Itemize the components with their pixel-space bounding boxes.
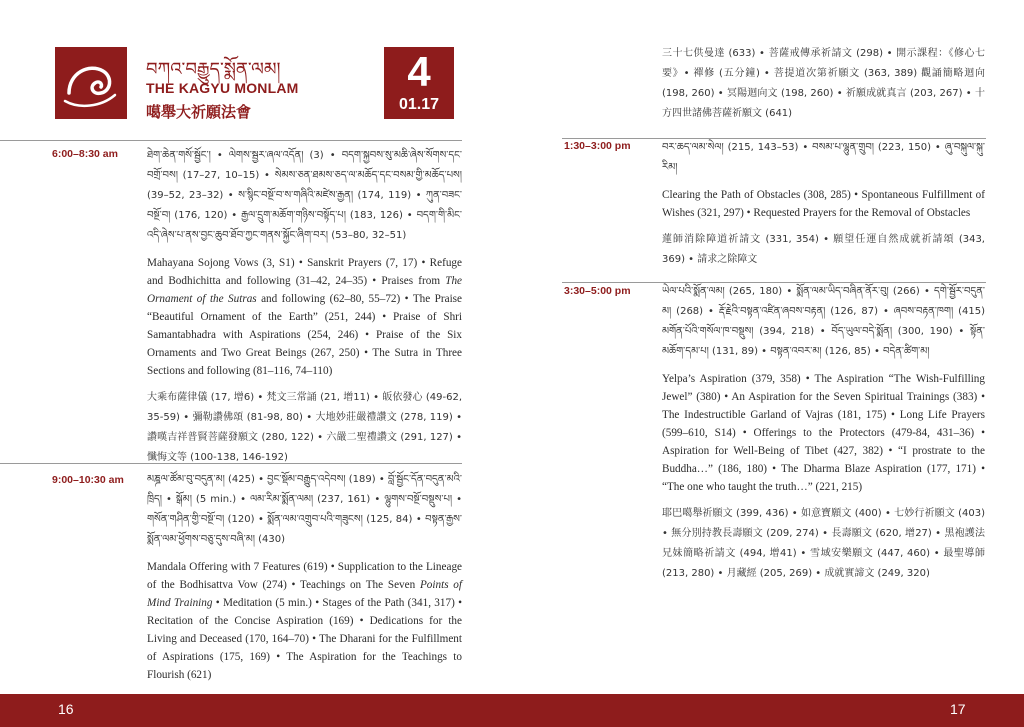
session-tibetan: བར་ཆད་ལམ་སེལ། (215, 143–53) • བསམ་པ་ལྷུན་གྲུབ། (223, 150) • ཞུ་བསྐུལ་སྐུ་རིམ། [662, 142, 985, 173]
session-block [147, 146, 462, 476]
continued-block [662, 44, 985, 132]
session-tibetan: ཡེལ་པའི་སྨོན་ལམ། (265, 180) • སྨོན་ལམ་ཡིད་བཞིན་ནོར་བུ། (266) • དགེ་སྦྱོར་བདུན་མ། (268) • རྡོ་རྗེའི་བསྟན་འཛིན་ཞབས་བརྟན། (126, 87) • ཞབས་བརྟན་ཁག། (415) མགོན་པོའི་གསོལ་ཁ་བསྡུས། (394, 218) • བོད་ཡུལ་བདེ་སྨོན། (300, 190) • སྟོན་མཆོག་དམ་པ། (131, 89) • བསྟན་འབར་མ། (126, 85) • བདེན་ཚིག་མ། [662, 286, 985, 357]
day-date-badge [384, 47, 454, 119]
right-page [512, 0, 1024, 727]
session-tibetan: མཎྜལ་ཚོམ་བུ་བདུན་མ། (425) • བྱང་སྡོམ་བརྒྱུད་འདེབས། (189) • བློ་སྦྱོང་དོན་བདུན་མའི་ཁྲིད། • སྒོམ། (5 min.) • ལམ་རིམ་སྨོན་ལམ། (237, 161) • ལྷུགས་བསྔོ་བསྡུས་པ། • གསོན་གཤིན་གྱི་བསྔོ་བ། (120) • སྨོན་ལམ་འགྲུབ་པའི་གཟུངས། (125, 84) • བསྟན་རྒྱས་སྨོན་ལམ་ཕྱོགས་བཅུ་དུས་བཞི་མ། (430) [147, 474, 462, 545]
session-english: Yelpa’s Aspiration (379, 358) • The Aspiration “The Wish-Fulfilling Jewel” (380) • An Aspiration for the Seven Spiritual Trainings (383) • The Indestructible Garland of Vajras (181, 175) • Long Life Prayers (599–610, S14) • Offerings to the Protectors (479-84, 431–36) • Aspiration for Well-Being of Tibet (427, 382) • “I prostrate to the Buddha…” (186, 180) • The Dharma Blaze Aspiration (177, 171) • “The one who taught the truth…” (221, 215) [662, 373, 985, 493]
session-chinese: 蓮師消除障道祈請文 (331, 354) • 願望任運自然成就祈請頌 (343, 369) • 請求之除障文 [662, 234, 985, 265]
swirl-logo-icon [55, 47, 127, 119]
session-block [662, 282, 985, 592]
session-english: Clearing the Path of Obstacles (308, 285) • Spontaneous Fulfillment of Wishes (321, 297) • Requested Prayers for the Removal of Obstacles [662, 189, 985, 219]
header-divider [0, 140, 462, 141]
session-time: 6:00–8:30 am [52, 148, 118, 160]
continued-chinese: 三十七供曼達 (633) • 菩薩戒傳承祈請文 (298) • 開示課程：《修心七要》• 禪修 (五分鐘) • 菩提道次第祈願文 (363, 389) 觀誦簡略迴向 (198, 260) • 冥陽迴向文 (198, 260) • 祈願成就真言 (203, 267) • 十方四世諸佛菩薩祈願文 (641) [662, 48, 985, 119]
session-time: 1:30–3:00 pm [564, 140, 631, 152]
page-number-right: 17 [950, 701, 966, 717]
session-tibetan: ཐེག་ཆེན་གསོ་སྦྱོང་། • ལེགས་སྦྱར་ཞལ་འདོན། (3) • བདག་སྐྱབས་སུ་མཆི་ཞེས་སོགས་དང་ བགྲོ་བས། (17–27, 10–15) • སེམས་ཅན་ཐམས་ཅད་ལ་མཆོད་དང་བསམ་གྱི་མཆོད་པས། (39–52, 23–32) • ས་སྙིང་བསྔོ་བ་ས་གཞིའི་མཛེས་རྒྱན། (174, 119) • ཀུན་བཟང་བསྔོ་བ། (176, 120) • རྒྱལ་དྲུག་མཆོག་གཉིས་བསྟོད་པ། (183, 126) • བདག་གི་མིང་འདི་ཞེས་པ་ནས་བྱང་ཆུབ་ཐོབ་ཀྱང་གནས་སྐྱོང་ཞིག་བར། (53–80, 32–51) [147, 150, 462, 241]
session-chinese: 耶巴噶舉祈願文 (399, 436) • 如意寶願文 (400) • 七妙行祈願文 (403) • 無分別持教長壽願文 (209, 274) • 長壽願文 (620, 增27) • 黑袍護法兄妹簡略祈請文 (494, 增41) • 雪域安樂願文 (447, 460) • 最聖導師 (213, 280) • 月藏經 (205, 269) • 成就實諦文 (249, 320) [662, 508, 985, 579]
session-block [662, 138, 985, 278]
day-number: 4 [407, 48, 431, 95]
session-time: 9:00–10:30 am [52, 474, 124, 486]
date-label: 01.17 [398, 96, 440, 113]
session-chinese: 大乘布薩律儀 (17, 增6) • 梵文三常誦 (21, 增11) • 皈依發心 (49-62, 35-59) • 彌勒讚佛頌 (81-98, 80) • 大地妙莊嚴禮讚文 (278, 119) • 讚嘆吉祥普賢菩薩發願文 (280, 122) • 六嚴二聖禮讚文 (291, 127) • 懺悔文等 (100-138, 146-192) [147, 392, 462, 463]
page-number-left: 16 [58, 701, 74, 717]
title-chinese: 噶舉大祈願法會 [146, 103, 252, 121]
session-block [147, 470, 462, 692]
title-tibetan: བཀའ་བརྒྱུད་སྨོན་ལམ། [146, 59, 281, 80]
title-english: THE KAGYU MONLAM [146, 80, 299, 96]
left-footer-bar [0, 694, 512, 727]
session-english: Mahayana Sojong Vows (3, S1) • Sanskrit Prayers (7, 17) • Refuge and Bodhichitta and following (31–42, 24–35) • Praises from The Ornament of the Sutras and following (62–80, 55–72) • The Praise “Beautiful Ornament of the Earth” (251, 244) • Praise of Shri Samantabhadra with Aspirations (254, 246) • Praise of the Six Ornaments and Two Great Beings (267, 250) • The Sutra in Three Sections and following (81–116, 74–110) [147, 257, 462, 377]
session-english: Mandala Offering with 7 Features (619) • Supplication to the Lineage of the Bodhisattva Vow (274) • Teachings on The Seven Points of Mind Training • Meditation (5 min.) • Stages of the Path (341, 317) • Recitation of the Concise Aspiration (169) • Dedications for the Living and Deceased (170, 164–70) • The Dharani for the Fulfillment of Aspirations (175, 169) • The Aspiration for the Teachings to Flourish (621) [147, 561, 463, 681]
kagyu-logo [55, 47, 127, 119]
session-divider [0, 463, 462, 464]
session-time: 3:30–5:00 pm [564, 285, 631, 297]
right-footer-bar [512, 694, 1024, 727]
